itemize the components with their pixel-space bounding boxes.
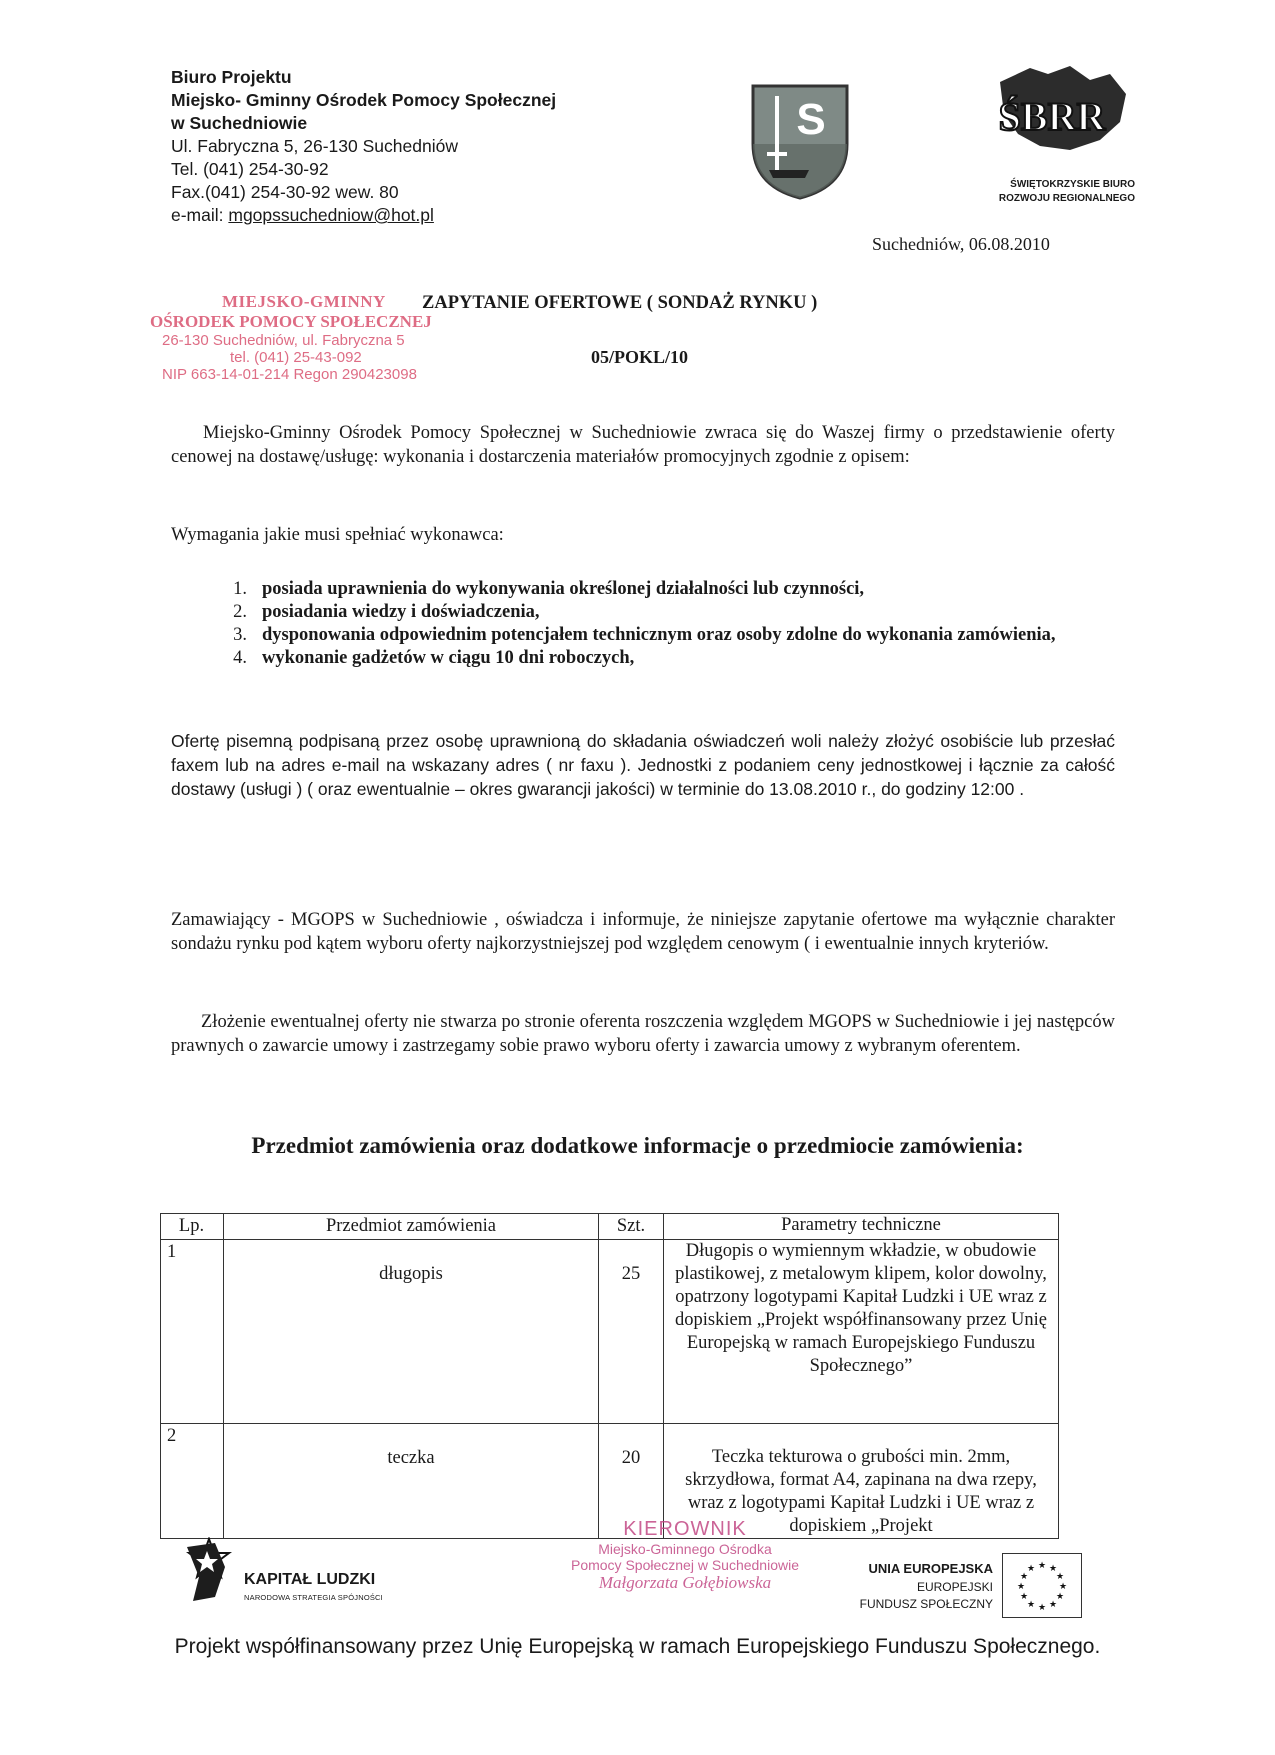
- section-title: Przedmiot zamówienia oraz dodatkowe informacje o przedmiocie zamówienia:: [251, 1133, 1024, 1158]
- row-qty-cell: [599, 1240, 664, 1424]
- requirement-text: wykonanie gadżetów w ciągu 10 dni roboczych,: [262, 648, 635, 668]
- stamp-line-5: NIP 663-14-01-214 Regon 290423098: [162, 366, 417, 383]
- header-line-3: w Suchedniowie: [171, 113, 308, 133]
- svg-text:★: ★: [1019, 1572, 1029, 1582]
- row-name: teczka: [387, 1448, 435, 1468]
- signature-stamp: [555, 1518, 815, 1593]
- header-lp: Lp.: [161, 1214, 224, 1240]
- svg-text:★: ★: [1019, 1592, 1029, 1602]
- header-qty: Szt.: [599, 1214, 664, 1240]
- row-name-cell: [224, 1424, 599, 1539]
- table-row: [161, 1240, 1059, 1424]
- svg-text:★: ★: [1026, 1564, 1036, 1574]
- stamp-title: KIEROWNIK: [623, 1518, 747, 1540]
- email-link[interactable]: mgopssuchedniow@hot.pl: [228, 205, 434, 225]
- stamp-signatory: Małgorzata Gołębiowska: [598, 1573, 772, 1592]
- intro-paragraph: Miejsko-Gminny Ośrodek Pomocy Społecznej w Suchedniowie zwraca się do Waszej firmy o przedstawienie oferty cenowej na dostawę/usługę: wykonania i dostarczenia materiałów promocyjnych zgodnie z opisem:: [171, 423, 1115, 467]
- footer-cofinancing-note: Projekt współfinansowany przez Unię Europejską w ramach Europejskiego Funduszu Społecznego.: [174, 1635, 1101, 1658]
- sbrr-line-1: ŚWIĘTOKRZYSKIE BIURO: [1010, 179, 1135, 190]
- kapital-ludzki-subtitle: NARODOWA STRATEGIA SPÓJNOŚCI: [244, 1593, 383, 1602]
- header-fax: Fax.(041) 254-30-92 wew. 80: [171, 182, 399, 202]
- items-table: [160, 1213, 1059, 1539]
- document-number: 05/POKL/10: [591, 347, 689, 367]
- header-address: Ul. Fabryczna 5, 26-130 Suchedniów: [171, 136, 458, 156]
- document-date: Suchedniów, 06.08.2010: [872, 234, 1050, 254]
- email-label: e-mail:: [171, 205, 229, 225]
- svg-text:★: ★: [1058, 1582, 1068, 1592]
- header-email-line: [171, 204, 556, 227]
- sbrr-line-2: ROZWOJU REGIONALNEGO: [998, 193, 1135, 204]
- requirement-text: posiada uprawnienia do wykonywania określonej działalności lub czynności,: [262, 579, 865, 599]
- sender-address-block: [171, 66, 556, 227]
- header-line-2: Miejsko- Gminny Ośrodek Pomocy Społecznej: [171, 90, 557, 110]
- svg-text:★: ★: [1037, 1603, 1047, 1613]
- svg-text:★: ★: [1048, 1600, 1058, 1610]
- svg-text:★: ★: [1016, 1582, 1026, 1592]
- requirement-number: 1.: [233, 579, 247, 599]
- kapital-ludzki-logo-icon: [185, 1537, 233, 1603]
- row-params: Długopis o wymiennym wkładzie, w obudowie plastikowej, z metalowym klipem, kolor dowolny, opatrzony logotypami Kapitał Ludzki i UE wraz z dopiskiem „Projekt współfinansowany przez Unię Europejską w ramach Europejskiego Funduszu Społecznego”: [664, 1240, 1059, 1424]
- sbrr-logo-icon: [960, 64, 1135, 154]
- row-name-cell: [224, 1240, 599, 1424]
- claims-paragraph: Złożenie ewentualnej oferty nie stwarza po stronie oferenta roszczenia względem MGOPS w Suchedniowie i jej następców prawnych o zawarcie umowy i zastrzegamy sobie prawo wyboru oferty i zawarcia umowy z wybranym oferentem.: [171, 1012, 1115, 1056]
- row-qty: 25: [621, 1264, 641, 1284]
- header-name: Przedmiot zamówienia: [224, 1214, 599, 1240]
- document-title: ZAPYTANIE OFERTOWE ( SONDAŻ RYNKU ): [422, 293, 818, 313]
- row-lp: 1: [161, 1240, 224, 1424]
- row-params: Teczka tekturowa o grubości min. 2mm, skrzydłowa, format A4, zapinana na dwa rzepy, wraz z logotypami Kapitał Ludzki i UE wraz z dopiskiem „Projekt: [685, 1447, 1037, 1536]
- stamp-org-2: Pomocy Społecznej w Suchedniowie: [570, 1557, 799, 1573]
- row-name: długopis: [379, 1264, 443, 1284]
- header-line-1: Biuro Projektu: [171, 67, 292, 87]
- requirement-text: posiadania wiedzy i doświadczenia,: [262, 602, 540, 622]
- suchedniow-crest-icon: [749, 82, 851, 200]
- requirement-item: [205, 624, 1085, 647]
- stamp-line-1: MIEJSKO-GMINNY: [222, 292, 386, 311]
- svg-text:★: ★: [1055, 1592, 1065, 1602]
- stamp-line-4: tel. (041) 25-43-092: [230, 349, 362, 366]
- requirement-number: 4.: [233, 648, 247, 668]
- requirement-text: dysponowania odpowiednim potencjałem technicznym oraz osoby zdolne do wykonania zamówienia,: [262, 625, 1056, 645]
- requirement-number: 2.: [233, 602, 247, 622]
- svg-text:★: ★: [1037, 1561, 1047, 1571]
- eu-subtitle-1: EUROPEJSKI: [916, 1580, 993, 1594]
- table-header-row: [161, 1214, 1059, 1240]
- header-params: Parametry techniczne: [664, 1214, 1059, 1240]
- eu-name: UNIA EUROPEJSKA: [868, 1561, 993, 1576]
- offer-paragraph: Ofertę pisemną podpisaną przez osobę uprawnioną do składania oświadczeń woli należy złożyć osobiście lub przesłać faxem lub na adres e-mail na wskazany adres ( nr faxu ). Jednostki z podaniem ceny jednostkowej i łącznie za całość dostawy (usługi ) ( oraz ewentualnie – okres gwarancji jakości) w terminie do 13.08.2010 r., do godziny 12:00 .: [171, 731, 1115, 799]
- sbrr-subtitle: [960, 178, 1135, 206]
- requirement-item: [205, 647, 1085, 670]
- stamp-line-2: OŚRODEK POMOCY SPOŁECZNEJ: [150, 312, 432, 331]
- crest-letter: S: [796, 95, 826, 144]
- sbrr-logo-text: ŚBRR: [998, 94, 1106, 139]
- requirement-item: [205, 601, 1085, 624]
- header-tel: Tel. (041) 254-30-92: [171, 159, 329, 179]
- row-lp: 2: [161, 1424, 224, 1539]
- row-qty: 20: [621, 1448, 641, 1468]
- eu-subtitle-2: FUNDUSZ SPOŁECZNY: [859, 1597, 993, 1611]
- requirements-label: Wymagania jakie musi spełniać wykonawca:: [171, 525, 504, 545]
- kapital-ludzki-name: KAPITAŁ LUDZKI: [244, 1571, 376, 1588]
- requirements-list: [205, 578, 1085, 670]
- stamp-line-3: 26-130 Suchedniów, ul. Fabryczna 5: [162, 332, 405, 349]
- svg-text:★: ★: [1048, 1564, 1058, 1574]
- svg-text:★: ★: [1026, 1600, 1036, 1610]
- eu-flag-icon: [1002, 1553, 1082, 1618]
- notice-paragraph: Zamawiający - MGOPS w Suchedniowie , oświadcza i informuje, że niniejsze zapytanie ofertowe ma wyłącznie charakter sondażu rynku pod kątem wyboru oferty najkorzystniejszej pod względem cenowym ( i ewentualnie innych kryteriów.: [171, 910, 1115, 954]
- svg-text:★: ★: [1055, 1572, 1065, 1582]
- requirement-item: [205, 578, 1085, 601]
- stamp-org-1: Miejsko-Gminnego Ośrodka: [598, 1541, 772, 1557]
- requirement-number: 3.: [233, 625, 247, 645]
